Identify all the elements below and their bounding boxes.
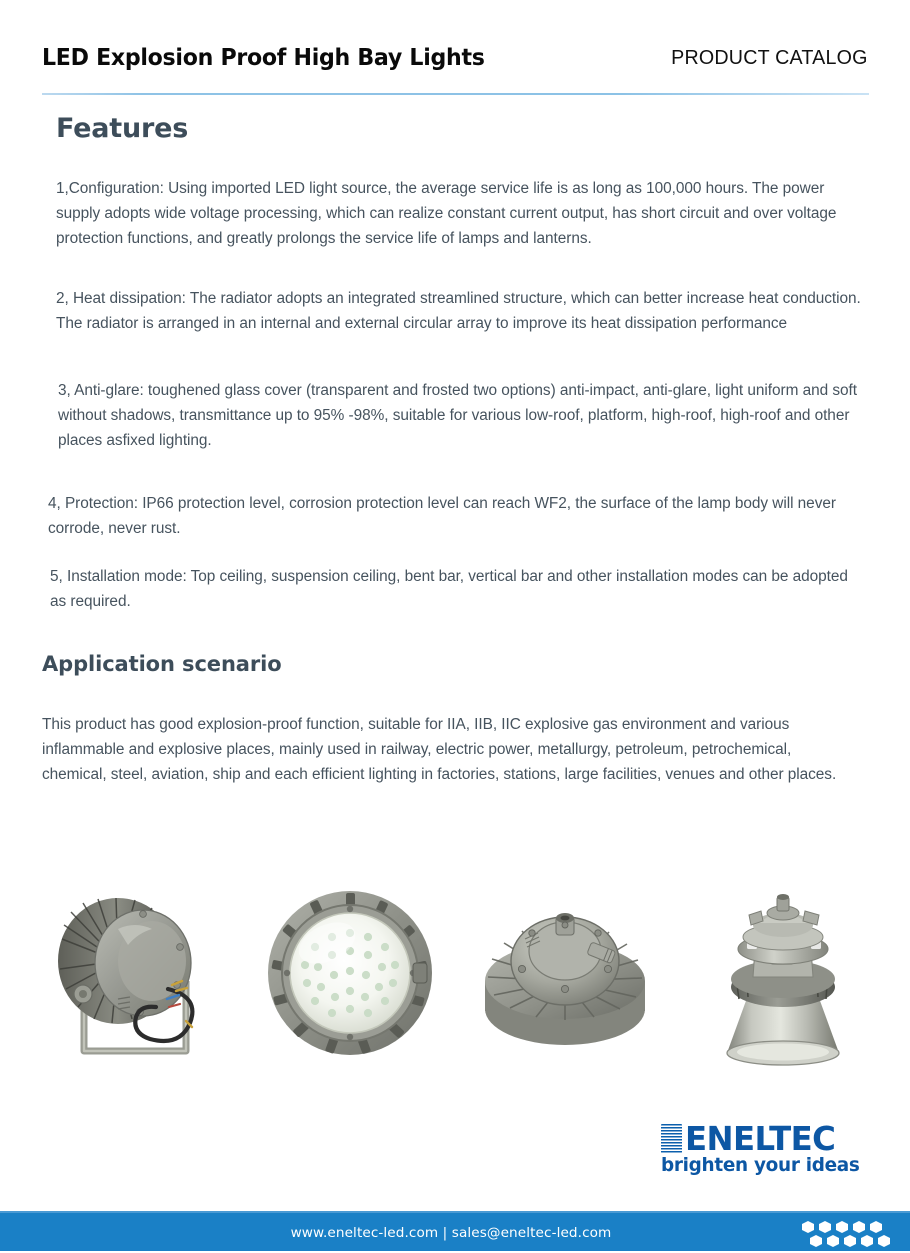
feature-item-heat-dissipation: 2, Heat dissipation: The radiator adopts an integrated streamlined structure, which can better increase heat conduction. The radiator is arranged in an internal and external circular array to improve its heat dissipation performance (56, 290, 861, 333)
logo-wordmark: ENELTEC (685, 1119, 836, 1158)
page-footer (0, 1211, 910, 1251)
product-image-angled-bracket-light (40, 881, 230, 1066)
page-header (42, 43, 868, 96)
catalog-kicker: PRODUCT CATALOG (671, 46, 868, 69)
application-scenario-text: This product has good explosion-proof function, suitable for IIA, IIB, IIC explosive gas environment and various inflammable and explosive places, mainly used in railway, electric power, metallurgy, petroleum, petrochemical, chemical, steel, aviation, ship and each efficient lighting in factories, stations, large facilities, venues and other places. (42, 716, 837, 784)
footer-contact-text: www.eneltec-led.com | sales@eneltec-led.com (290, 1225, 612, 1241)
logo-stripe-mark-icon (661, 1124, 682, 1153)
feature-item-protection: 4, Protection: IP66 protection level, corrosion protection level can reach WF2, the surface of the lamp body will never corrode, never rust. (48, 495, 836, 538)
product-image-reflector-high-bay (685, 881, 875, 1066)
page-title: LED Explosion Proof High Bay Lights (42, 43, 485, 71)
header-divider (42, 93, 869, 95)
features-heading: Features (56, 113, 189, 144)
logo-tagline: brighten your ideas (661, 1154, 860, 1176)
feature-item-configuration: 1,Configuration: Using imported LED light source, the average service life is as long as 100,000 hours. The power supply adopts wide voltage processing, which can realize constant current output, has short circuit and over voltage protection functions, and greatly prolongs the service life of lamps and lanterns. (56, 180, 837, 248)
product-image-top-fin-view (470, 881, 660, 1066)
feature-item-installation-mode: 5, Installation mode: Top ceiling, suspension ceiling, bent bar, vertical bar and other installation modes can be adopted as required. (50, 568, 848, 611)
footer-hexagon-pattern-icon (800, 1219, 898, 1249)
feature-item-anti-glare: 3, Anti-glare: toughened glass cover (transparent and frosted two options) anti-impact, anti-glare, light uniform and soft without shadows, transmittance up to 95% -98%, suitable for various low-roof, platform, high-roof, high-roof and other places asfixed lighting. (58, 382, 857, 450)
logo-wordmark-row (661, 1119, 871, 1158)
company-logo (661, 1119, 871, 1194)
application-scenario-heading: Application scenario (42, 652, 282, 676)
product-image-led-face-view (255, 881, 445, 1066)
product-image-row (40, 876, 875, 1066)
